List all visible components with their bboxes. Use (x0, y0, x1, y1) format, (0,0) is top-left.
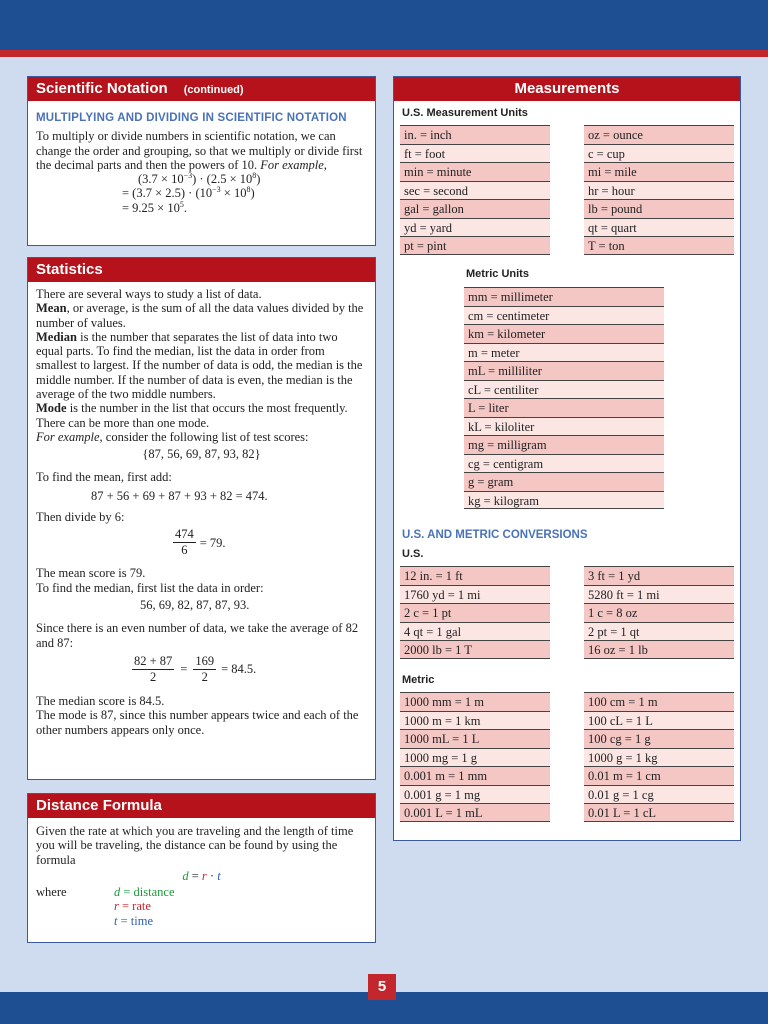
scientific-notation-panel (27, 76, 376, 246)
top-red-stripe (0, 50, 768, 57)
measurements-header (394, 77, 740, 101)
top-band (0, 0, 768, 50)
dist-formula: d = r · t (182, 868, 221, 883)
stats-sum: 87 + 56 + 69 + 87 + 93 + 82 = 474. (91, 488, 268, 503)
table-cell: 100 cL = 1 L (584, 711, 734, 730)
stats-mode-note: The mode is 87, since this number appears twice and each of the other numbers appears only once. (36, 708, 359, 737)
continued-label: (continued) (183, 84, 244, 96)
stats-divide: Then divide by 6: (36, 510, 125, 525)
table-cell: cL = centiliter (464, 380, 664, 399)
stats-median-first: To find the median, first list the data in order: (36, 580, 264, 595)
scientific-notation-title: Scientific Notation (36, 80, 168, 97)
dist-definitions: where d = distance r = rate t = time (36, 885, 175, 928)
table-cell: 100 cm = 1 m (584, 692, 734, 711)
distance-formula-title: Distance Formula (36, 797, 162, 814)
table-cell: 2000 lb = 1 T (400, 640, 550, 659)
stats-mean-def: Mean, or average, is the sum of all the data values divided by the number of values. (36, 301, 364, 330)
sci-example-label: For example, (260, 157, 327, 172)
table-cell: 5280 ft = 1 mi (584, 585, 734, 604)
table-cell: 4 qt = 1 gal (400, 622, 550, 641)
table-cell: in. = inch (400, 125, 550, 144)
table-cell: g = gram (464, 472, 664, 491)
stats-mode-def: Mode is the number in the list that occurs the most frequently. There can be more than one mode. (36, 401, 348, 430)
table-cell: 0.001 L = 1 mL (400, 803, 550, 822)
table-cell: km = kilometer (464, 324, 664, 343)
table-cell: 16 oz = 1 lb (584, 640, 734, 659)
table-cell: 1000 mL = 1 L (400, 729, 550, 748)
table-cell: 1000 g = 1 kg (584, 748, 734, 767)
stats-median-def: Median is the number that separates the list of data into two equal parts. To find the median, list the data in order from smallest to largest. If the number of data is odd, the median is the middle number. If the number of data is even, the median is the average of the two middle numbers. (36, 329, 363, 402)
table-cell: ft = foot (400, 144, 550, 163)
stats-example: For example, consider the following list of test scores: (36, 429, 309, 444)
table-cell: cg = centigram (464, 454, 664, 473)
statistics-header (28, 258, 375, 282)
table-cell: 100 cg = 1 g (584, 729, 734, 748)
table-cell: 0.01 m = 1 cm (584, 766, 734, 785)
us-conversions-right-column (584, 566, 734, 659)
table-cell: 2 pt = 1 qt (584, 622, 734, 641)
table-cell: kL = kiloliter (464, 417, 664, 436)
table-cell: 1760 yd = 1 mi (400, 585, 550, 604)
table-cell: 0.01 L = 1 cL (584, 803, 734, 822)
measurements-panel (393, 76, 741, 841)
metric-conversions-right-column (584, 692, 734, 822)
dist-paragraph: Given the rate at which you are traveling and the length of time you will be traveling, the distance can be found by using the formula (36, 824, 354, 867)
sci-line-3: = $9.25 \times 10^5$. (122, 199, 187, 215)
stats-mean-score: The mean score is 79. (36, 566, 146, 581)
table-cell: lb = pound (584, 199, 734, 218)
stats-even-note: Since there is an even number of data, we take the average of 82 and 87: (36, 621, 359, 650)
metric-units-column (464, 287, 664, 509)
table-cell: kg = kilogram (464, 491, 664, 510)
table-cell: T = ton (584, 236, 734, 255)
distance-formula-body (28, 818, 375, 928)
statistics-panel (27, 257, 376, 780)
conversions-heading: U.S. AND METRIC CONVERSIONS (402, 529, 588, 541)
us-units-right-column (584, 125, 734, 255)
table-cell: 1000 mm = 1 m (400, 692, 550, 711)
us-conversions-left-column (400, 566, 550, 659)
stats-scores: {87, 56, 69, 87, 93, 82} (142, 447, 261, 462)
table-cell: 0.01 g = 1 cg (584, 785, 734, 804)
metric-conversions-heading: Metric (402, 674, 435, 686)
table-cell: 12 in. = 1 ft (400, 566, 550, 585)
table-cell: sec = second (400, 181, 550, 200)
statistics-title: Statistics (36, 261, 103, 278)
distance-formula-panel (27, 793, 376, 943)
us-units-heading: U.S. Measurement Units (402, 107, 528, 119)
table-cell: mm = millimeter (464, 287, 664, 306)
table-cell: 3 ft = 1 yd (584, 566, 734, 585)
us-units-left-column (400, 125, 550, 255)
us-conversions-heading: U.S. (402, 548, 424, 560)
table-cell: min = minute (400, 162, 550, 181)
table-cell: 1000 m = 1 km (400, 711, 550, 730)
table-cell: oz = ounce (584, 125, 734, 144)
table-cell: pt = pint (400, 236, 550, 255)
table-cell: gal = gallon (400, 199, 550, 218)
stats-mean-first: To find the mean, first add: (36, 469, 172, 484)
table-cell: 1000 mg = 1 g (400, 748, 550, 767)
page-number: 5 (368, 974, 396, 1000)
table-cell: hr = hour (584, 181, 734, 200)
scientific-notation-header (28, 77, 375, 101)
stats-median-fraction: $\frac{82 + 87}{2}$ = $\frac{169}{2}$ = 84.5. (134, 653, 257, 684)
table-cell: mL = milliliter (464, 361, 664, 380)
sci-line-1: $(3.7 \times 10^{-3}) \cdot (2.5 \times 10^8)$ (138, 171, 261, 187)
table-cell: 0.001 m = 1 mm (400, 766, 550, 785)
stats-median-score: The median score is 84.5. (36, 693, 165, 708)
stats-mean-fraction: $\frac{474}{6}$ = 79. (175, 527, 226, 558)
sci-subtitle: MULTIPLYING AND DIVIDING IN SCIENTIFIC NOTATION (36, 112, 347, 124)
table-cell: L = liter (464, 398, 664, 417)
table-cell: cm = centimeter (464, 306, 664, 325)
sci-line-2: = $(3.7 \times 2.5) \cdot (10^{-3} \times 10^8)$ (122, 185, 255, 201)
stats-ordered: 56, 69, 82, 87, 87, 93. (140, 598, 250, 613)
sci-paragraph: To multiply or divide numbers in scientific notation, we can change the order and grouping, so that we multiply or divide first the decimal parts and then the powers of 10. For example, (36, 129, 363, 172)
measurements-title: Measurements (514, 80, 620, 97)
metric-conversions-left-column (400, 692, 550, 822)
table-cell: c = cup (584, 144, 734, 163)
table-cell: 2 c = 1 pt (400, 603, 550, 622)
stats-intro: There are several ways to study a list of data. (36, 287, 262, 301)
metric-units-heading: Metric Units (466, 268, 529, 280)
table-cell: 1 c = 8 oz (584, 603, 734, 622)
table-cell: mg = milligram (464, 435, 664, 454)
table-cell: m = meter (464, 343, 664, 362)
table-cell: mi = mile (584, 162, 734, 181)
scientific-notation-body (28, 101, 375, 215)
table-cell: yd = yard (400, 218, 550, 237)
table-cell: qt = quart (584, 218, 734, 237)
statistics-body (28, 282, 375, 737)
distance-formula-header (28, 794, 375, 818)
table-cell: 0.001 g = 1 mg (400, 785, 550, 804)
